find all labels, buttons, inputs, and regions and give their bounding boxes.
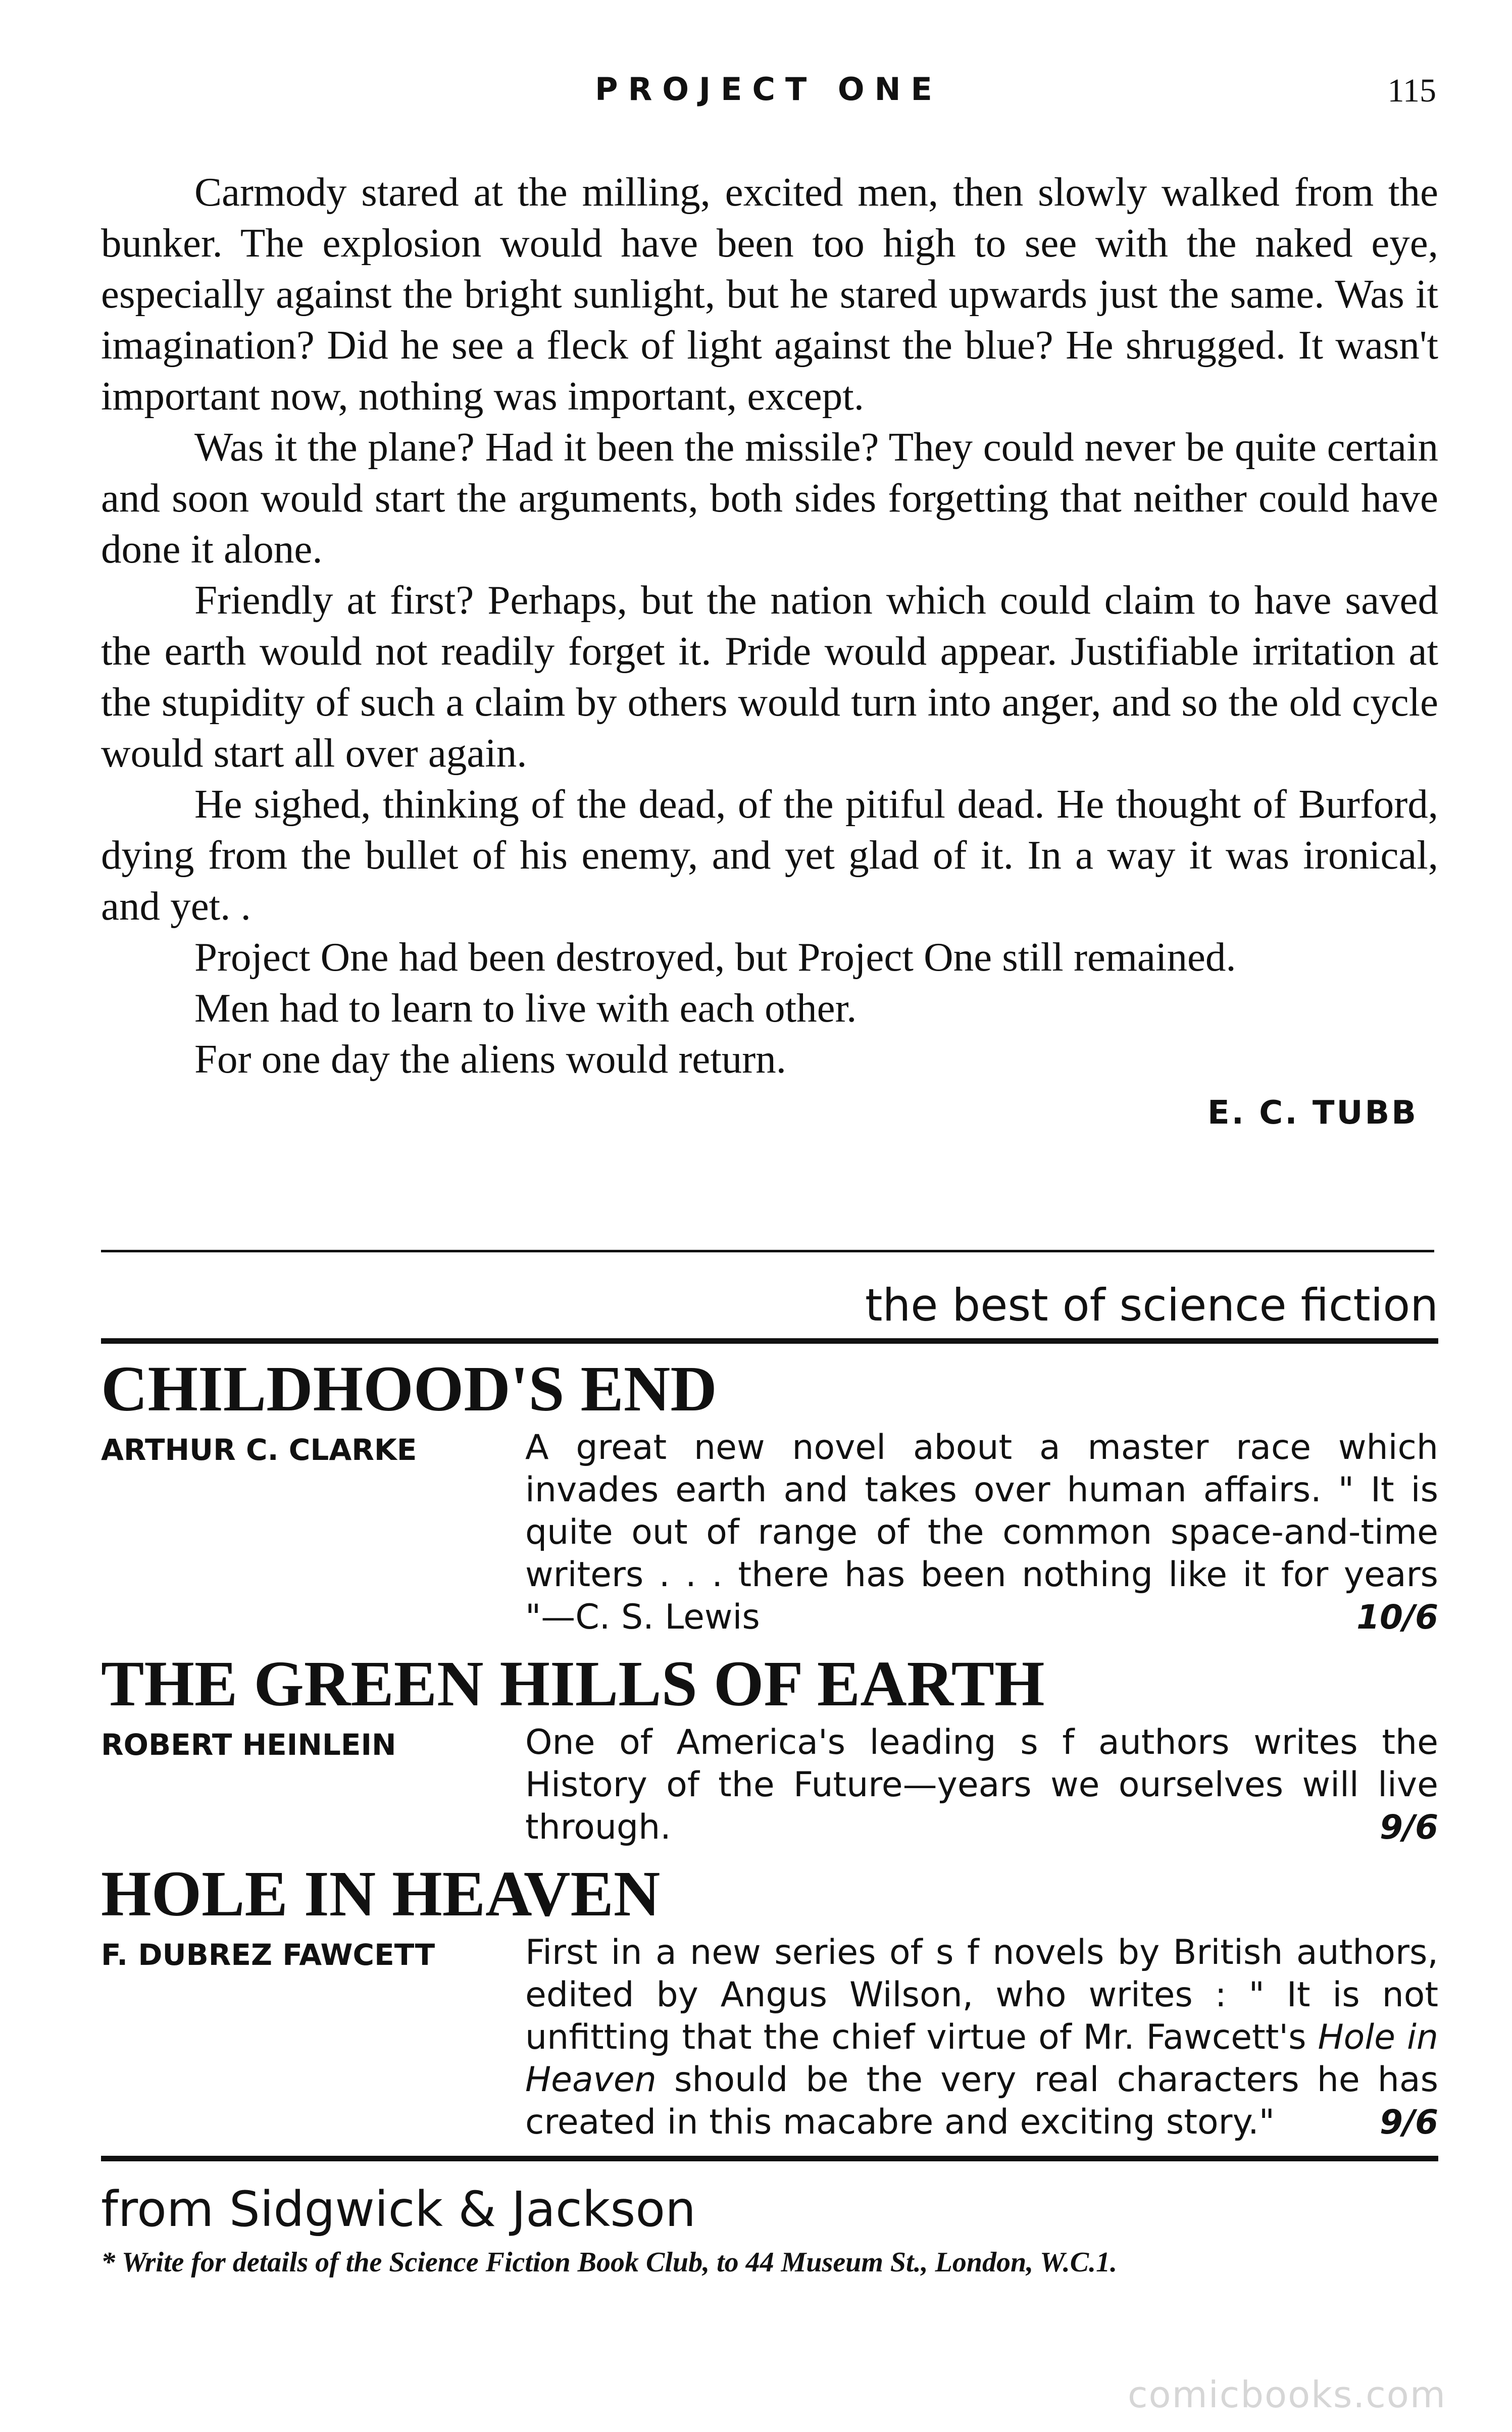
book-price: 9/6	[1380, 2103, 1438, 2142]
book-title: CHILDHOOD'S END	[101, 1353, 717, 1425]
book-listing	[101, 1856, 1438, 2144]
divider-rule	[101, 1250, 1434, 1252]
book-listing	[101, 1351, 1438, 1639]
book-advertisement	[101, 1278, 1438, 2283]
book-author: F. DUBREZ FAWCETT	[101, 1938, 435, 1972]
book-description	[525, 1932, 1438, 2144]
divider-rule	[101, 2156, 1438, 2161]
divider-rule	[101, 1338, 1438, 1344]
story-paragraph: Friendly at first? Perhaps, but the nation which could claim to have saved the earth would not readily forget it. Pride would appear. Justifiable irritation at the stupidity of such a claim by others would turn into anger, and so the old cycle would start all over again.	[101, 577, 1438, 776]
ad-tagline: the best of science fiction	[865, 1279, 1438, 1331]
book-author: ROBERT HEINLEIN	[101, 1728, 396, 1762]
book-listing	[101, 1646, 1438, 1849]
book-description-text: First in a new series of s f novels by British authors, edited by Angus Wilson, who writes : " It is not unfitting that the chief virtue of Mr. Fawcett's	[525, 1933, 1438, 2057]
page-number: 115	[1387, 72, 1436, 109]
book-title-italic: Hole in Heaven	[525, 2017, 1439, 2100]
book-description	[525, 1427, 1438, 1639]
story-paragraph: He sighed, thinking of the dead, of the pitiful dead. He thought of Burford, dying from the bullet of his enemy, and yet glad of it. In a way it was ironical, and yet. .	[101, 781, 1438, 929]
story-paragraph: Was it the plane? Had it been the missile? They could never be quite certain and soon would start the arguments, both sides forgetting that neither could have done it alone.	[101, 424, 1438, 572]
book-description-text: One of America's leading s f authors writes the History of the Future—years we ourselves will live through.	[525, 1722, 1438, 1847]
running-title: PROJECT ONE	[595, 71, 942, 108]
book-club-note: * Write for details of the Science Fiction Book Club, to 44 Museum St., London, W.C.1.	[101, 2247, 1118, 2278]
book-description-text: A great new novel about a master race which invades earth and takes over human affairs. " It is quite out of range of the common space-and-time writers . . . there has been nothing like it for years "—C. S. Lewis	[525, 1428, 1438, 1637]
story-paragraph: For one day the aliens would return.	[194, 1036, 786, 1082]
book-details	[101, 1932, 1438, 2144]
book-description-text: should be the very real characters he has created in this macabre and exciting story."	[525, 2060, 1438, 2142]
story-paragraph: Carmody stared at the milling, excited men, then slowly walked from the bunker. The explosion would have been too high to see with the naked eye, especially against the bright sunlight, but he stared upwards just the same. Was it imagination? Did he see a fleck of light against the blue? He shrugged. It wasn't important now, nothing was important, except.	[101, 169, 1438, 419]
publisher-line: from Sidgwick & Jackson	[101, 2181, 696, 2238]
book-details	[101, 1427, 1438, 1639]
book-details	[101, 1721, 1438, 1849]
page-header	[101, 71, 1436, 116]
story-paragraph: Project One had been destroyed, but Project One still remained.	[194, 934, 1236, 980]
book-price: 9/6	[1380, 1808, 1438, 1847]
book-title: HOLE IN HEAVEN	[101, 1858, 661, 1930]
story-author: E. C. TUBB	[1207, 1094, 1418, 1132]
book-title: THE GREEN HILLS OF EARTH	[101, 1648, 1045, 1719]
story-paragraph: Men had to learn to live with each other.	[194, 985, 857, 1031]
story-text	[101, 167, 1438, 1139]
watermark: comicbooks.com	[1127, 2373, 1446, 2416]
book-description	[525, 1721, 1438, 1849]
book-author: ARTHUR C. CLARKE	[101, 1433, 417, 1467]
book-price: 10/6	[1356, 1598, 1438, 1637]
